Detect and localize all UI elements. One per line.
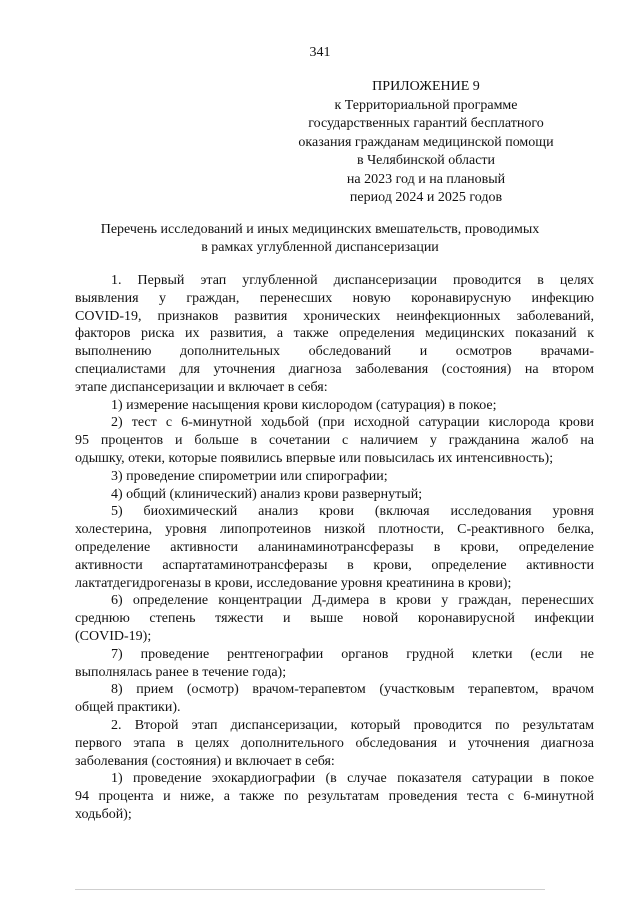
text-line: 94 процента и ниже, а также по результатам проведения теста с 6-минутной: [75, 789, 594, 805]
text-line: 4) общий (клинический) анализ крови развернутый;: [111, 486, 423, 502]
document-title-line: Перечень исследований и иных медицинских вмешательств, проводимых: [100, 222, 540, 237]
text-line: специалистами для уточнения диагноза заболевания (состояния) на втором: [75, 361, 594, 377]
text-line: 5) биохимический анализ крови (включая исследования уровня: [111, 504, 594, 520]
paragraph: [75, 468, 594, 486]
appendix-line: к Территориальной программе: [334, 97, 518, 113]
text-line: 2. Второй этап диспансеризации, который проводится по результатам: [111, 717, 594, 733]
document-title-line: в рамках углубленной диспансеризации: [201, 240, 439, 255]
text-line: 7) проведение рентгенографии органов грудной клетки (если не: [111, 646, 594, 662]
text-line: общей практики).: [75, 700, 181, 716]
text-line: 95 процентов и больше в сочетании с наличием у гражданина жалоб на: [75, 433, 594, 449]
text-line: выполнялась ранее в течение года);: [75, 664, 287, 680]
text-line: среднюю степень тяжести и выше новой коронавирусной инфекции: [75, 611, 594, 627]
text-line: одышку, отеки, которые появились впервые или повысилась их интенсивность);: [75, 450, 554, 466]
page-number: 341: [309, 45, 331, 60]
appendix-line: государственных гарантий бесплатного: [308, 116, 544, 131]
paragraph: [75, 486, 594, 504]
text-line: первого этапа в целях дополнительного обследования и уточнения диагноза: [75, 735, 594, 751]
appendix-title: ПРИЛОЖЕНИЕ 9: [372, 79, 480, 94]
text-line: активности аспартатаминотрансферазы в крови, определение активности: [75, 557, 594, 573]
text-line: выполнению дополнительных обследований и осмотров врачами-: [75, 344, 594, 360]
text-line: 1. Первый этап углубленной диспансеризации проводится в целях: [111, 273, 594, 288]
paragraph: [75, 272, 594, 397]
text-line: определение активности аланинаминотрансферазы в крови, определение: [75, 539, 594, 555]
text-line: (COVID-19);: [75, 628, 152, 644]
text-line: этапе диспансеризации и включает в себя:: [75, 379, 328, 395]
scan-artifact-line: [75, 889, 545, 890]
appendix-line: на 2023 год и на плановый: [346, 171, 506, 187]
appendix-line: период 2024 и 2025 годов: [349, 190, 503, 205]
paragraph: [75, 646, 594, 682]
text-line: ходьбой);: [75, 806, 132, 822]
text-line: лактатдегидрогеназы в крови, исследование уровня креатинина в крови);: [75, 575, 512, 591]
text-line: 8) прием (осмотр) врачом-терапевтом (участковым терапевтом, врачом: [111, 682, 594, 698]
text-line: COVID-19, признаков развития хронических неинфекционных заболеваний,: [75, 308, 594, 324]
paragraph: [75, 414, 594, 467]
text-line: 6) определение концентрации Д-димера в крови у граждан, перенесших: [111, 593, 594, 609]
paragraph: [75, 592, 594, 645]
text-line: 1) измерение насыщения крови кислородом (сатурация) в покое;: [111, 397, 497, 413]
text-line: факторов риска их развития, а также определения медицинских показаний к: [75, 326, 594, 342]
paragraph: [75, 681, 594, 717]
paragraph: [75, 717, 594, 770]
appendix-header: [292, 78, 560, 208]
paragraph: [75, 770, 594, 823]
paragraph: [75, 503, 594, 592]
text-line: 2) тест с 6-минутной ходьбой (при исходной сатурации кислорода крови: [111, 415, 594, 431]
text-line: 1) проведение эхокардиографии (в случае показателя сатурации в покое: [111, 771, 594, 787]
text-line: выявления у граждан, перенесших новую коронавирусную инфекцию: [75, 290, 594, 306]
document-body: [75, 272, 594, 824]
appendix-line: в Челябинской области: [356, 153, 496, 168]
text-line: 3) проведение спирометрии или спирографии;: [111, 468, 388, 484]
paragraph: [75, 397, 594, 415]
appendix-line: оказания гражданам медицинской помощи: [298, 134, 554, 150]
document-title: [70, 221, 570, 257]
text-line: заболевания (состояния) и включает в себя:: [75, 753, 335, 769]
text-line: холестерина, уровня липопротеинов низкой плотности, С-реактивного белка,: [75, 522, 594, 538]
